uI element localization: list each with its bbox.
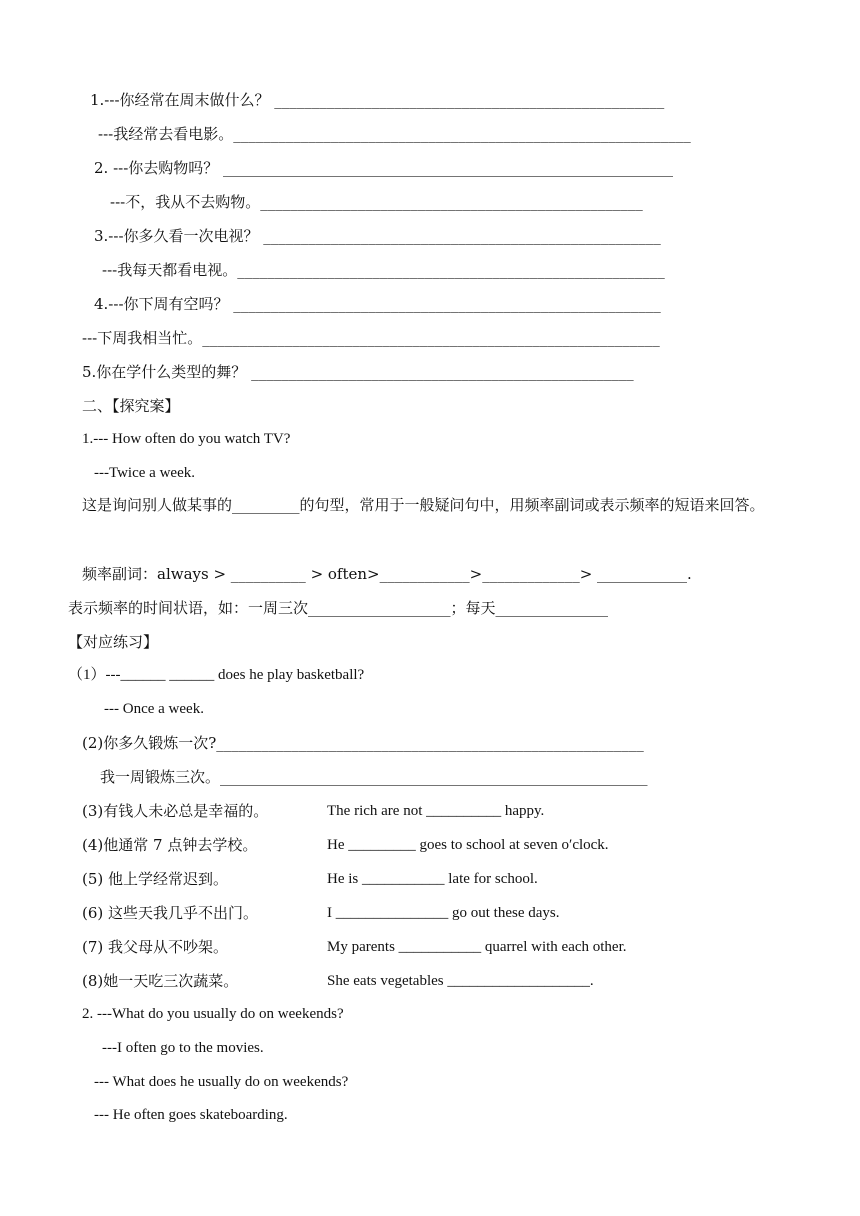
practice-6-chinese: (6) 这些天我几乎不出门。 (82, 904, 259, 922)
practice-1-answer: --- Once a week. (104, 701, 204, 717)
practice-8-chinese: (8)她一天吃三次蔬菜。 (82, 972, 239, 990)
practice-4-english: He _________ goes to school at seven o′clock. (327, 837, 609, 853)
translation-line-5: 3.---你多久看一次电视？ _____________________________________________________ (94, 227, 661, 245)
practice-7-english: My parents ___________ quarrel with each other. (327, 939, 627, 955)
practice-2-question: (2)你多久锻炼一次?_________________________________________________________ (82, 734, 644, 752)
translation-line-9: 5.你在学什么类型的舞？ ___________________________________________________ (82, 363, 634, 381)
practice-heading: 【对应练习】 (68, 633, 159, 651)
translation-line-3: 2. ---你去购物吗？ ____________________________________________________________ (94, 159, 674, 177)
translation-line-4: ---不，我从不去购物。___________________________________________________ (110, 193, 643, 211)
frequency-adverbs-line: 频率副词：always > __________ > often>____________>_____________> ____________. (82, 565, 692, 583)
practice-6-english: I _______________ go out these days. (327, 905, 560, 921)
practice-2-answer: 我一周锻炼三次。_________________________________________________________ (100, 768, 648, 786)
translation-line-1: 1.---你经常在周末做什么？ ____________________________________________________ (90, 91, 665, 109)
practice-5-english: He is ___________ late for school. (327, 871, 538, 887)
practice-5-chinese: (5) 他上学经常迟到。 (82, 870, 229, 888)
time-adverbials-line: 表示频率的时间状语，如：一周三次___________________；每天_______________ (68, 599, 609, 617)
explanation-paragraph: 这是询问别人做某事的_________的句型，常用于一般疑问句中，用频率副词或表示频率的短语来回答。 (82, 496, 765, 514)
practice-8-english: She eats vegetables ___________________. (327, 973, 594, 989)
dialogue-line-1: 2. ---What do you usually do on weekends? (82, 1006, 344, 1022)
dialogue-line-3: --- What does he usually do on weekends? (94, 1074, 349, 1090)
translation-line-7: 4.---你下周有空吗？ _________________________________________________________ (94, 295, 661, 313)
example-question: 1.--- How often do you watch TV? (82, 431, 291, 447)
translation-line-6: ---我每天都看电视。_________________________________________________________ (102, 261, 665, 279)
section-heading-explore: 二、【探究案】 (82, 397, 180, 415)
dialogue-line-2: ---I often go to the movies. (102, 1040, 264, 1056)
practice-3-english: The rich are not __________ happy. (327, 803, 545, 819)
dialogue-line-4: --- He often goes skateboarding. (94, 1107, 288, 1123)
practice-4-chinese: (4)他通常 7 点钟去学校。 (82, 836, 258, 854)
translation-line-2: ---我经常去看电影。_____________________________________________________________ (98, 125, 691, 143)
practice-7-chinese: (7) 我父母从不吵架。 (82, 938, 229, 956)
example-answer: ---Twice a week. (94, 465, 195, 481)
practice-3-chinese: (3)有钱人未必总是幸福的。 (82, 802, 269, 820)
translation-line-8: ---下周我相当忙。_____________________________________________________________ (82, 329, 660, 347)
practice-1-question: （1）---______ ______ does he play basketball? (68, 667, 365, 683)
